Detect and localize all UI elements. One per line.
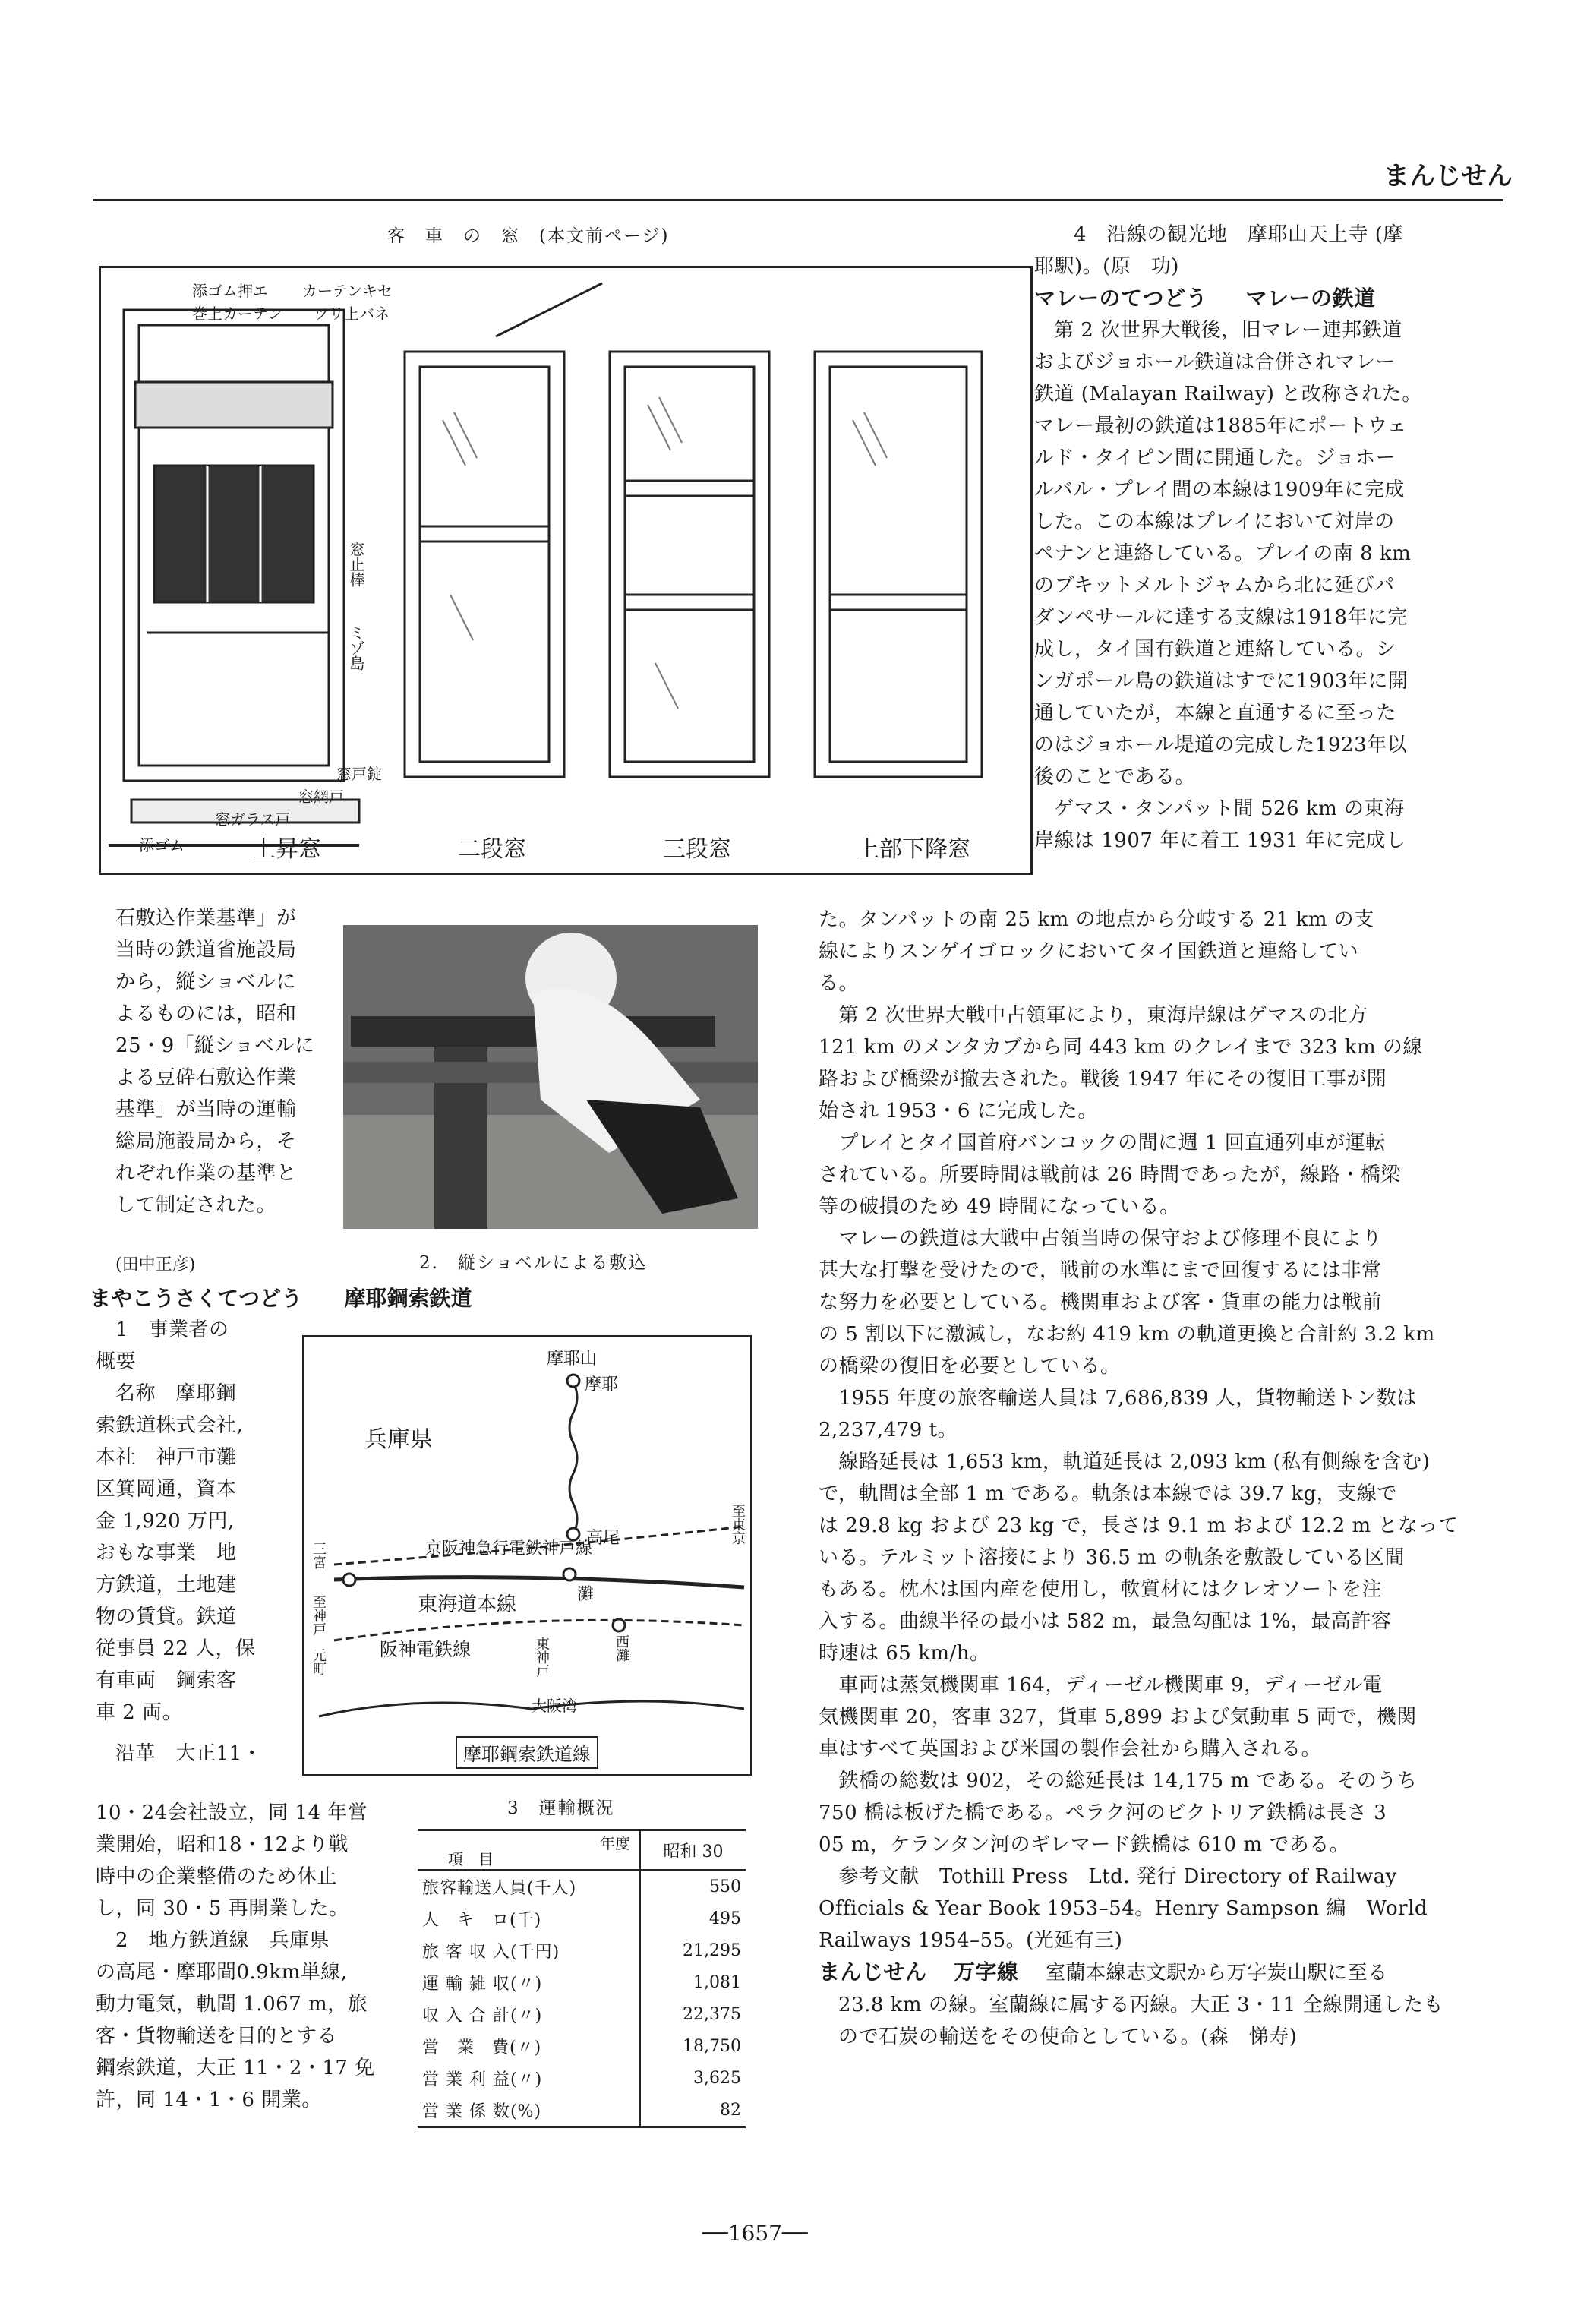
callout-h: 窓網戸 <box>298 788 344 806</box>
map-nishinada: 西灘 <box>614 1634 629 1662</box>
text-line: 1955 年度の旅客輸送人員は 7,686,839 人，貨物輸送トン数は <box>819 1387 1417 1410</box>
map-line-keihan: 京阪神急行電鉄神戸線 <box>425 1539 593 1558</box>
shovel-photo <box>343 925 758 1229</box>
page-number: ──1657── <box>702 2221 808 2246</box>
text-line: 石敷込作業基準」が <box>115 907 297 930</box>
map-sannomiya: 三宮 <box>311 1542 327 1569</box>
text-line: 始され 1953・6 に完成した。 <box>819 1100 1098 1123</box>
enkaku-line: 10・24会社設立，同 14 年営 <box>96 1801 368 1824</box>
cableway-map <box>302 1335 752 1776</box>
table-row: 人 キ ロ(千) 495 <box>418 1902 746 1934</box>
map-prefecture: 兵庫県 <box>364 1426 433 1453</box>
sec2-line: の高尾・摩耶間0.9km単線, <box>96 1961 348 1984</box>
heading-kana: まやこうさくてつどう <box>90 1286 303 1311</box>
value-header: 昭和 30 <box>663 1842 724 1861</box>
callout-b: カーテンキセ <box>302 282 393 300</box>
text-line: 総局施設局から，そ <box>115 1130 297 1153</box>
text-line: もある。枕木は国内産を使用し，軟質材にはクレオソートを注 <box>819 1578 1383 1601</box>
left-top-text <box>115 902 336 1221</box>
manji-heading-kanji: 万字線 <box>954 1959 1019 1985</box>
text-line: 等の破損のため 49 時間になっている。 <box>819 1195 1180 1218</box>
text-line: 参考文献 Tothill Press Ltd. 発行 Directory of Railway <box>819 1865 1397 1888</box>
sec1-line: 方鉄道，土地建 <box>96 1574 237 1596</box>
sec1-line: 従事員 22 人，保 <box>96 1637 256 1660</box>
windows-figure <box>99 266 1033 875</box>
window-label-3: 三段窓 <box>663 836 731 863</box>
text-line: 路および橋梁が撤去された。戦後 1947 年にその復旧工事が開 <box>819 1068 1387 1091</box>
map-kobe: 至神戸 <box>311 1595 327 1636</box>
callout-j: 添ゴム <box>139 836 185 854</box>
text-line: の 5 割以下に激減し，なお約 419 km の軌道更換と合計約 3.2 km <box>819 1323 1435 1346</box>
text-line: 25・9「縦ショベルに <box>115 1034 315 1057</box>
text-line: で，軌間は全部 1 m である。軌条は本線では 39.7 kg，支線で <box>819 1482 1397 1505</box>
header-rule <box>93 199 1503 201</box>
map-title: 摩耶鋼索鉄道線 <box>456 1736 598 1769</box>
sec1-line: 名称 摩耶鋼 <box>115 1382 237 1405</box>
text-line: 第 2 次世界大戦後，旧マレー連邦鉄道 <box>1054 319 1402 342</box>
sec1-line: 車 2 両。 <box>96 1701 183 1724</box>
text-line: る。 <box>819 972 860 995</box>
text-line: 甚大な打撃を受けたので，戦前の水準にまで回復するには非常 <box>819 1259 1382 1282</box>
enkaku-first: 沿革 大正11・ <box>115 1742 263 1765</box>
year-header: 年度 <box>600 1834 630 1852</box>
sec1-line: 金 1,920 万円, <box>96 1510 235 1533</box>
table-row: 旅客輸送人員(千人) 550 <box>418 1870 746 1902</box>
map-mountain: 摩耶山 <box>547 1350 598 1369</box>
table-row: 運 輸 雑 収(〃) 1,081 <box>418 1966 746 1998</box>
sec2-line: 客・貨物輸送を目的とする <box>96 2025 338 2048</box>
right-top-column <box>1034 219 1466 857</box>
text-line: Railways 1954–55。(光延有三) <box>819 1929 1123 1952</box>
text-line: は 29.8 kg および 23 kg で，長さは 9.1 m および 12.2 m となって <box>819 1514 1459 1537</box>
window-label-4: 上部下降窓 <box>857 836 970 863</box>
map-station-maya: 摩耶 <box>585 1375 619 1394</box>
map-station-takao: 高尾 <box>586 1529 620 1548</box>
callout-f: ミゾ島 <box>347 625 365 671</box>
enkaku-line: し，同 30・5 再開業した。 <box>96 1897 349 1920</box>
text-line: れぞれ作業の基準と <box>115 1162 297 1185</box>
text-line: Officials & Year Book 1953–54。Henry Sampson 編 World <box>819 1897 1428 1920</box>
table-corner <box>418 1830 640 1871</box>
map-line-tokaido: 東海道本線 <box>418 1593 517 1616</box>
sec1-line: 有車両 鋼索客 <box>96 1669 237 1692</box>
text-line: 第 2 次世界大戦中占領軍により，東海岸線はゲマスの北方 <box>819 1004 1368 1027</box>
manji-heading-kana: まんじせん <box>819 1959 927 1985</box>
text-line: 2,237,479 t。 <box>819 1419 958 1441</box>
sec2-first: 2 地方鉄道線 兵庫県 <box>115 1929 330 1952</box>
map-tokyo: 至東京 <box>730 1504 746 1545</box>
text-line: およびジョホール鉄道は合併されマレー <box>1034 351 1396 374</box>
right-bottom-column <box>819 904 1472 2053</box>
author-tanaka: (田中正彦) <box>115 1255 196 1274</box>
text-line: 750 橋は板げた橋である。ペラク河のビクトリア鉄橋は長さ 3 <box>819 1801 1387 1824</box>
sec2-line: 動力電気，軌間 1.067 m，旅 <box>96 1993 368 2016</box>
sec2-line: 許，同 14・1・6 開業。 <box>96 2089 322 2111</box>
text-line: な努力を必要としている。機関車および客・貨車の能力は戦前 <box>819 1291 1383 1314</box>
text-line: た。タンパットの南 25 km の地点から分岐する 21 km の支 <box>819 908 1374 931</box>
sec1-line: 本社 神戸市灘 <box>96 1446 237 1469</box>
callout-a: 添ゴム押エ <box>192 282 268 300</box>
manji-line3: ので石炭の輸送をその使命としている。(森 悌寿) <box>838 2026 1298 2048</box>
map-nada: 灘 <box>577 1585 595 1604</box>
enkaku-line: 時中の企業整備のため休止 <box>96 1865 338 1888</box>
text-line: ルド・タイピン間に開通した。ジョホー <box>1034 447 1396 469</box>
table-row: 営 業 利 益(〃) 3,625 <box>418 2062 746 2094</box>
photo-caption: 2. 縦ショベルによる敷込 <box>419 1253 648 1273</box>
heading-kana: マレーのてつどう <box>1034 286 1208 311</box>
manji-line1: 室蘭本線志文駅から万字炭山駅に至る <box>1046 1962 1388 1985</box>
text-line: のブキットメルトジャムから北に延びパ <box>1034 574 1395 597</box>
sec2-line: 鋼索鉄道，大正 11・2・17 免 <box>96 2057 375 2079</box>
text-line: 線によりスンゲイゴロックにおいてタイ国鉄道と連絡してい <box>819 940 1359 963</box>
text-line: ンガポール島の鉄道はすでに1903年に開 <box>1034 670 1409 693</box>
text-line: よる豆砕石敷込作業 <box>115 1066 297 1089</box>
window-label-2: 二段窓 <box>458 836 526 863</box>
text-line: 通していたが，本線と直通するに至った <box>1034 702 1397 725</box>
mayakou-section1 <box>96 1314 305 1770</box>
mayakou-enkaku <box>96 1797 407 2116</box>
table-row: 収 入 合 計(〃) 22,375 <box>418 1998 746 2030</box>
text-line: 当時の鉄道省施設局 <box>115 939 297 961</box>
text-line: 入する。曲線半径の最小は 582 m，最急勾配は 1%，最高許容 <box>819 1610 1392 1633</box>
section-title: まんじせん <box>1383 161 1513 191</box>
map-line-hanshin: 阪神電鉄線 <box>380 1639 471 1660</box>
table-row: 旅 客 収 入(千円) 21,295 <box>418 1934 746 1966</box>
map-bay: 大阪湾 <box>532 1697 577 1715</box>
enkaku-line: 業開始，昭和18・12より戦 <box>96 1833 349 1856</box>
sec1-line: 区箕岡通，資本 <box>96 1478 237 1501</box>
malay-heading <box>1034 283 1466 314</box>
table-title: 3 運輸概況 <box>507 1798 615 1818</box>
heading-kanji: マレーの鉄道 <box>1245 286 1376 311</box>
text-line: マレー最初の鉄道は1885年にポートウェ <box>1034 415 1408 437</box>
text-line: 鉄道 (Malayan Railway) と改称された。 <box>1034 383 1422 406</box>
manji-first-line <box>819 1956 1472 1989</box>
text-line: ルバル・プレイ間の本線は1909年に完成 <box>1034 478 1406 501</box>
text-line: 121 km のメンタカブから同 443 km のクレイまで 323 km の線 <box>819 1036 1423 1059</box>
text-line: よるものには，昭和 <box>115 1003 297 1025</box>
photo-drawing <box>343 925 758 1229</box>
text-line: 気機関車 20，客車 327，貨車 5,899 および気動車 5 両で，機関 <box>819 1706 1417 1729</box>
sec1-title: 1 事業者の <box>115 1318 229 1341</box>
text-line: 05 m，ケランタン河のギレマード鉄橋は 610 m である。 <box>819 1833 1350 1856</box>
text-line: いる。テルミット溶接により 36.5 m の軌条を敷設している区間 <box>819 1546 1406 1569</box>
text-line: プレイとタイ国首府バンコックの間に週 1 回直通列車が運転 <box>819 1132 1386 1154</box>
transport-table <box>418 1829 746 2128</box>
text-line: 基準」が当時の運輸 <box>115 1098 297 1121</box>
text-line: した。この本線はプレイにおいて対岸の <box>1034 510 1395 533</box>
map-higashikobe: 東神戸 <box>534 1637 550 1678</box>
callout-e: 窓止棒 <box>347 542 365 587</box>
text-line: 後のことである。 <box>1034 766 1196 788</box>
text-line: ダンペサールに達する支線は1918年に完 <box>1034 606 1408 629</box>
text-line: 車はすべて英国および米国の製作会社から購入される。 <box>819 1738 1321 1760</box>
item4-line2: 耶駅)。(原 功) <box>1034 255 1179 278</box>
table-row: 営 業 費(〃) 18,750 <box>418 2030 746 2062</box>
text-line: マレーの鉄道は大戦中占領当時の保守および修理不良により <box>819 1227 1383 1250</box>
sec1-line: 索鉄道株式会社, <box>96 1414 244 1437</box>
item4-line1: 4 沿線の観光地 摩耶山天上寺 (摩 <box>1074 223 1403 246</box>
text-line: 車両は蒸気機関車 164，ディーゼル機関車 9，ディーゼル電 <box>819 1674 1383 1697</box>
sec1-title2: 概要 <box>96 1350 137 1373</box>
window-label-1: 上昇窓 <box>253 836 321 863</box>
callout-d: ツリ上バネ <box>314 305 390 323</box>
item-header: 項 目 <box>448 1850 494 1868</box>
text-line: されている。所要時間は戦前は 26 時間であったが，線路・橋梁 <box>819 1164 1401 1186</box>
windows-drawing <box>101 268 1030 873</box>
text-line: して制定された。 <box>115 1194 277 1217</box>
text-line: 成し，タイ国有鉄道と連絡している。シ <box>1034 638 1396 661</box>
text-line: の橋梁の復旧を必要としている。 <box>819 1355 1121 1378</box>
text-line: ゲマス・タンパット間 526 km の東海 <box>1054 797 1405 820</box>
mayakou-heading <box>90 1282 472 1312</box>
callout-g: 窓戸錠 <box>336 765 382 783</box>
text-line: のはジョホール堤道の完成した1923年以 <box>1034 734 1408 756</box>
sec1-line: 物の賃貸。鉄道 <box>96 1606 237 1628</box>
text-line: ペナンと連絡している。プレイの南 8 km <box>1034 542 1412 565</box>
callout-c: 巻上カーテン <box>192 305 282 323</box>
map-motomachi: 元町 <box>311 1648 327 1675</box>
text-line: 時速は 65 km/h。 <box>819 1642 990 1665</box>
text-line: 線路延長は 1,653 km，軌道延長は 2,093 km (私有側線を含む) <box>819 1451 1431 1473</box>
callout-i: 窓ガラス戸 <box>215 810 291 829</box>
manji-line2: 23.8 km の線。室蘭線に属する丙線。大正 3・11 全線開通したも <box>838 1994 1443 2016</box>
figure-caption: 客 車 の 窓 (本文前ページ) <box>387 226 670 246</box>
text-line: から，縦ショベルに <box>115 971 296 993</box>
sec1-line: おもな事業 地 <box>96 1542 237 1565</box>
text-line: 鉄橋の総数は 902，その総延長は 14,175 m である。そのうち <box>819 1770 1418 1792</box>
table-row: 営 業 係 数(%) 82 <box>418 2094 746 2127</box>
text-line: 岸線は 1907 年に着工 1931 年に完成し <box>1034 829 1406 852</box>
heading-kanji: 摩耶鋼索鉄道 <box>344 1286 472 1311</box>
